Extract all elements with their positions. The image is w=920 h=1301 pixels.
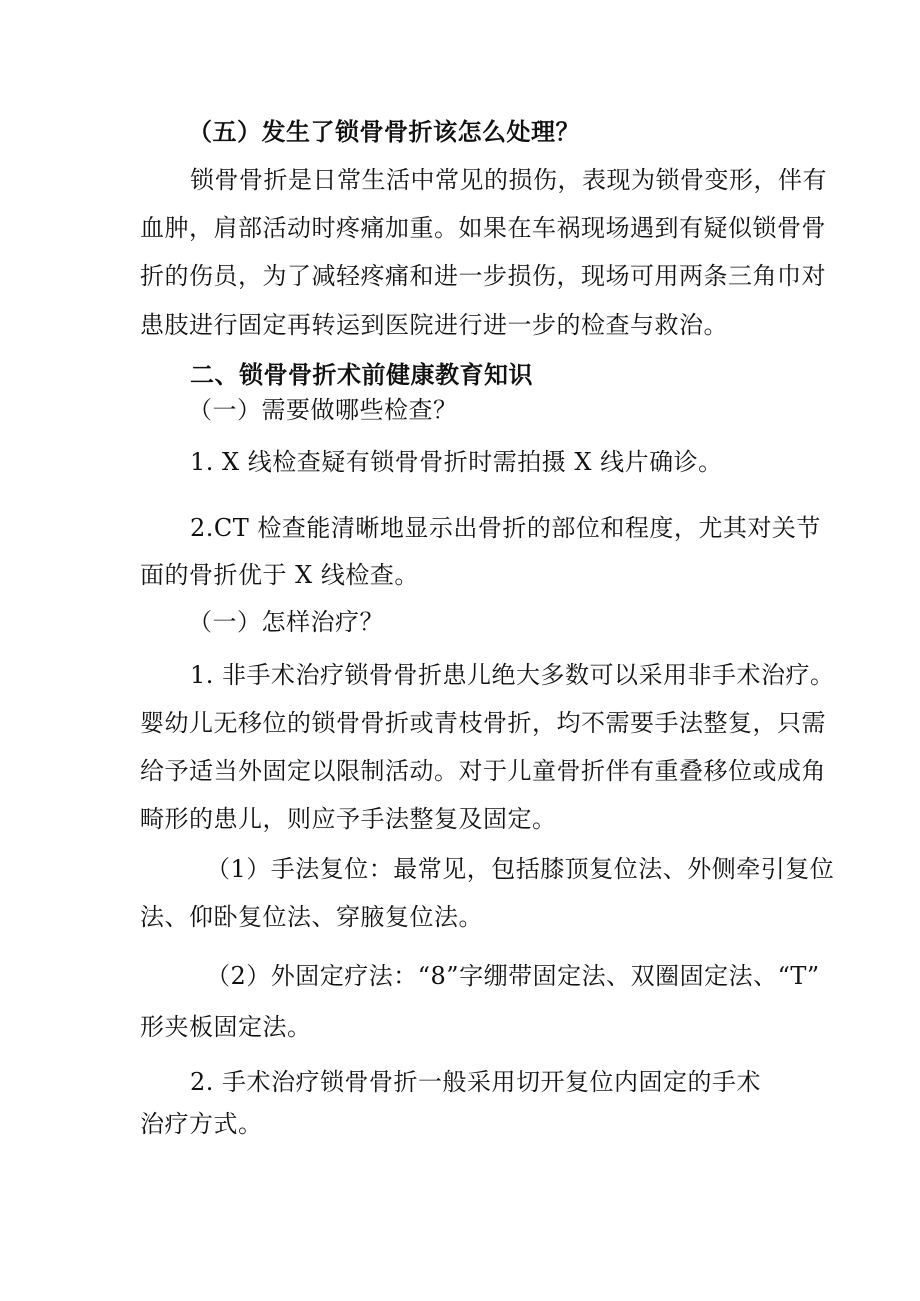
paragraph-line: 畸形的患儿，则应予手法整复及固定。 [140,805,557,833]
paragraph-line: 2.CT 检查能清晰地显示出骨折的部位和程度，尤其对关节 [190,514,821,542]
subsection-heading: （一）怎样治疗？ [188,608,384,636]
paragraph-line: 2. 手术治疗锁骨骨折一般采用切开复位内固定的手术 [190,1068,762,1096]
paragraph-line: （2）外固定疗法：“8”字绷带固定法、双圈固定法、“T” [206,962,820,990]
section-heading-5: （五）发生了锁骨骨折该怎么处理？ [188,118,580,146]
paragraph-line: 锁骨骨折是日常生活中常见的损伤，表现为锁骨变形，伴有 [190,166,827,194]
paragraph-line: 治疗方式。 [140,1110,263,1138]
paragraph-line: 面的骨折优于 X 线检查。 [140,561,419,589]
paragraph-line: 1. X 线检查疑有锁骨骨折时需拍摄 X 线片确诊。 [190,448,723,476]
subsection-heading: （一）需要做哪些检查？ [188,396,458,424]
paragraph-line: 1. 非手术治疗锁骨骨折患儿绝大多数可以采用非手术治疗。 [190,661,835,689]
paragraph-line: 血肿，肩部活动时疼痛加重。如果在车祸现场遇到有疑似锁骨骨 [140,214,826,242]
chapter-heading-2: 二、锁骨骨折术前健康教育知识 [190,361,533,389]
paragraph-line: 患肢进行固定再转运到医院进行进一步的检查与救治。 [140,311,728,339]
paragraph-line: 给予适当外固定以限制活动。对于儿童骨折伴有重叠移位或成角 [140,757,826,785]
paragraph-line: 形夹板固定法。 [140,1013,312,1041]
paragraph-line: 折的伤员，为了减轻疼痛和进一步损伤，现场可用两条三角巾对 [140,262,826,290]
paragraph-line: 法、仰卧复位法、穿腋复位法。 [140,903,483,931]
paragraph-line: （1）手法复位：最常见，包括膝顶复位法、外侧牵引复位 [206,855,835,883]
paragraph-line: 婴幼儿无移位的锁骨骨折或青枝骨折，均不需要手法整复，只需 [140,709,826,737]
